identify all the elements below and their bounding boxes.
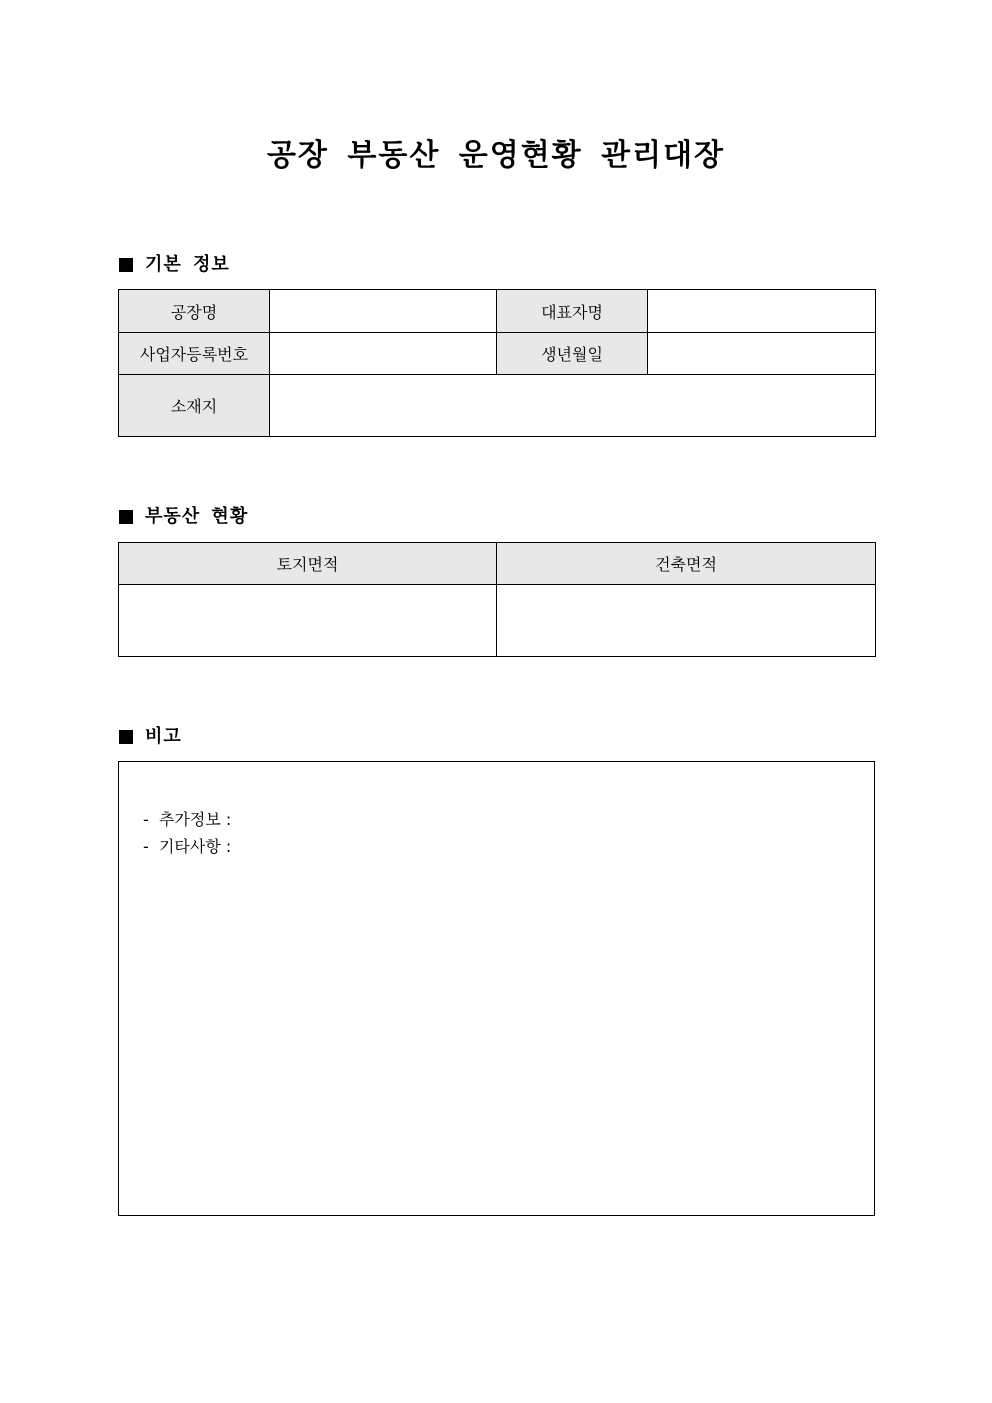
additional-info-line: - 추가정보 :: [143, 810, 232, 829]
birth-date-label: 생년월일: [497, 333, 648, 375]
birth-date-field[interactable]: [648, 333, 876, 375]
section-heading-real-estate: [119, 505, 248, 529]
factory-name-label: 공장명: [119, 290, 270, 333]
table-row: [119, 375, 876, 437]
section-heading-remarks: [119, 725, 182, 749]
building-area-header: 건축면적: [497, 543, 876, 585]
other-notes-line: - 기타사항 :: [143, 837, 232, 856]
representative-label: 대표자명: [497, 290, 648, 333]
square-bullet-icon: [119, 730, 133, 744]
basic-info-table: [118, 289, 876, 437]
table-row: [119, 585, 876, 657]
table-row: [119, 333, 876, 375]
business-reg-no-label: 사업자등록번호: [119, 333, 270, 375]
section-title: 비고: [145, 726, 182, 747]
location-field[interactable]: [270, 375, 876, 437]
remarks-box[interactable]: [118, 761, 875, 1216]
business-reg-no-field[interactable]: [270, 333, 497, 375]
land-area-field[interactable]: [119, 585, 497, 657]
section-title: 부동산 현황: [145, 506, 249, 527]
section-heading-basic-info: [119, 253, 230, 277]
table-row: [119, 290, 876, 333]
table-header-row: [119, 543, 876, 585]
building-area-field[interactable]: [497, 585, 876, 657]
location-label: 소재지: [119, 375, 270, 437]
document-title: 공장 부동산 운영현황 관리대장: [266, 138, 726, 173]
square-bullet-icon: [119, 258, 133, 272]
square-bullet-icon: [119, 510, 133, 524]
section-title: 기본 정보: [145, 254, 230, 275]
factory-name-field[interactable]: [270, 290, 497, 333]
real-estate-table: [118, 542, 876, 657]
land-area-header: 토지면적: [119, 543, 497, 585]
representative-field[interactable]: [648, 290, 876, 333]
